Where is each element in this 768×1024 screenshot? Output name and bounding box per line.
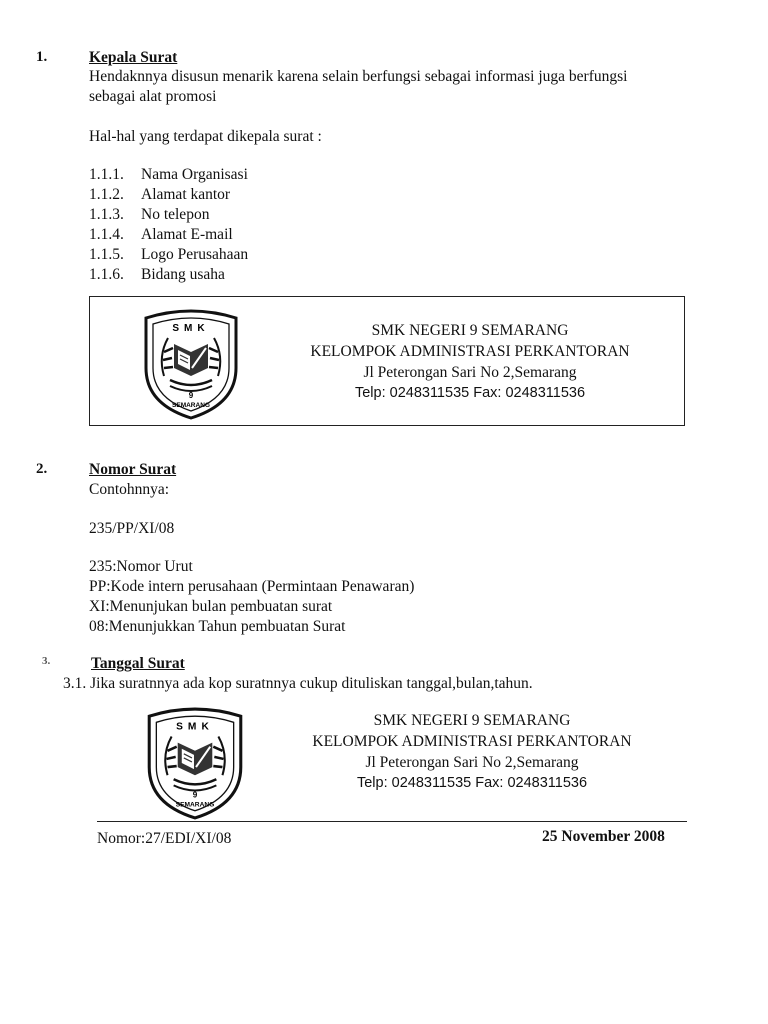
nomor-explanation-line: 08:Menunjukkan Tahun pembuatan Surat <box>89 618 346 635</box>
nomor-explanation-line: XI:Menunjukan bulan pembuatan surat <box>89 598 333 615</box>
nomor-example: 235/PP/XI/08 <box>89 520 175 537</box>
letterhead-divider <box>97 821 687 822</box>
list-item-label: Alamat kantor <box>141 186 231 203</box>
logo-text-top: SMK <box>172 323 210 334</box>
nomor-explanation-line: 235:Nomor Urut <box>89 558 193 575</box>
letterhead-address: Jl Peterongan Sari No 2,Semarang <box>365 754 579 771</box>
list-item <box>89 226 233 244</box>
section-1-number: 1. <box>36 49 48 65</box>
list-item-label: Nama Organisasi <box>141 166 248 183</box>
letterhead-text <box>272 710 672 794</box>
list-item <box>89 266 225 284</box>
logo-text-top: SMK <box>176 721 214 733</box>
section-3-item: 3.1. Jika suratnnya ada kop suratnnya cukup dituliskan tanggal,bulan,tahun. <box>63 675 533 692</box>
logo-text-bottom: SEMARANG <box>175 801 215 809</box>
list-item-number: 1.1.4. <box>89 226 124 243</box>
list-item <box>89 166 248 184</box>
letterhead-phone: Telp: 0248311535 Fax: 0248311536 <box>356 775 588 791</box>
list-item-number: 1.1.3. <box>89 206 124 223</box>
school-logo-icon <box>141 704 249 822</box>
letterhead-division: KELOMPOK ADMINISTRASI PERKANTORAN <box>312 733 632 750</box>
letterhead-text <box>270 320 670 404</box>
letterhead-address: Jl Peterongan Sari No 2,Semarang <box>363 364 577 381</box>
list-item-label: Bidang usaha <box>141 266 225 283</box>
list-item-number: 1.1.1. <box>89 166 124 183</box>
list-item-label: No telepon <box>141 206 210 223</box>
letter-date: 25 November 2008 <box>542 828 665 845</box>
letterhead-division: KELOMPOK ADMINISTRASI PERKANTORAN <box>310 343 630 360</box>
section-1-paragraph-line-1: Hendaknnya disusun menarik karena selain berfungsi sebagai informasi juga berfungsi <box>89 68 628 85</box>
logo-text-number: 9 <box>192 790 198 800</box>
list-item <box>89 206 209 224</box>
section-1-paragraph-line-2: sebagai alat promosi <box>89 88 217 105</box>
section-2-intro: Contohnnya: <box>89 481 170 498</box>
school-logo-icon <box>138 306 244 422</box>
letterhead-name: SMK NEGERI 9 SEMARANG <box>371 322 569 339</box>
letterhead-name: SMK NEGERI 9 SEMARANG <box>373 712 571 729</box>
list-item-number: 1.1.5. <box>89 246 124 263</box>
list-item-number: 1.1.6. <box>89 266 124 283</box>
section-1-intro: Hal-hal yang terdapat dikepala surat : <box>89 128 322 145</box>
section-2-number: 2. <box>36 461 48 477</box>
list-item-number: 1.1.2. <box>89 186 124 203</box>
list-item <box>89 246 248 264</box>
list-item <box>89 186 230 204</box>
letter-number: Nomor:27/EDI/XI/08 <box>97 830 232 847</box>
list-item-label: Alamat E-mail <box>141 226 233 243</box>
list-item-label: Logo Perusahaan <box>141 246 249 263</box>
section-3-heading: Tanggal Surat <box>91 655 185 672</box>
section-1-heading: Kepala Surat <box>89 49 178 66</box>
letterhead-phone: Telp: 0248311535 Fax: 0248311536 <box>354 385 586 401</box>
section-3-number: 3. <box>42 655 51 667</box>
logo-text-bottom: SEMARANG <box>172 402 210 409</box>
nomor-explanation-line: PP:Kode intern perusahaan (Permintaan Penawaran) <box>89 578 415 595</box>
logo-text-number: 9 <box>188 391 194 400</box>
section-2-heading: Nomor Surat <box>89 461 177 478</box>
